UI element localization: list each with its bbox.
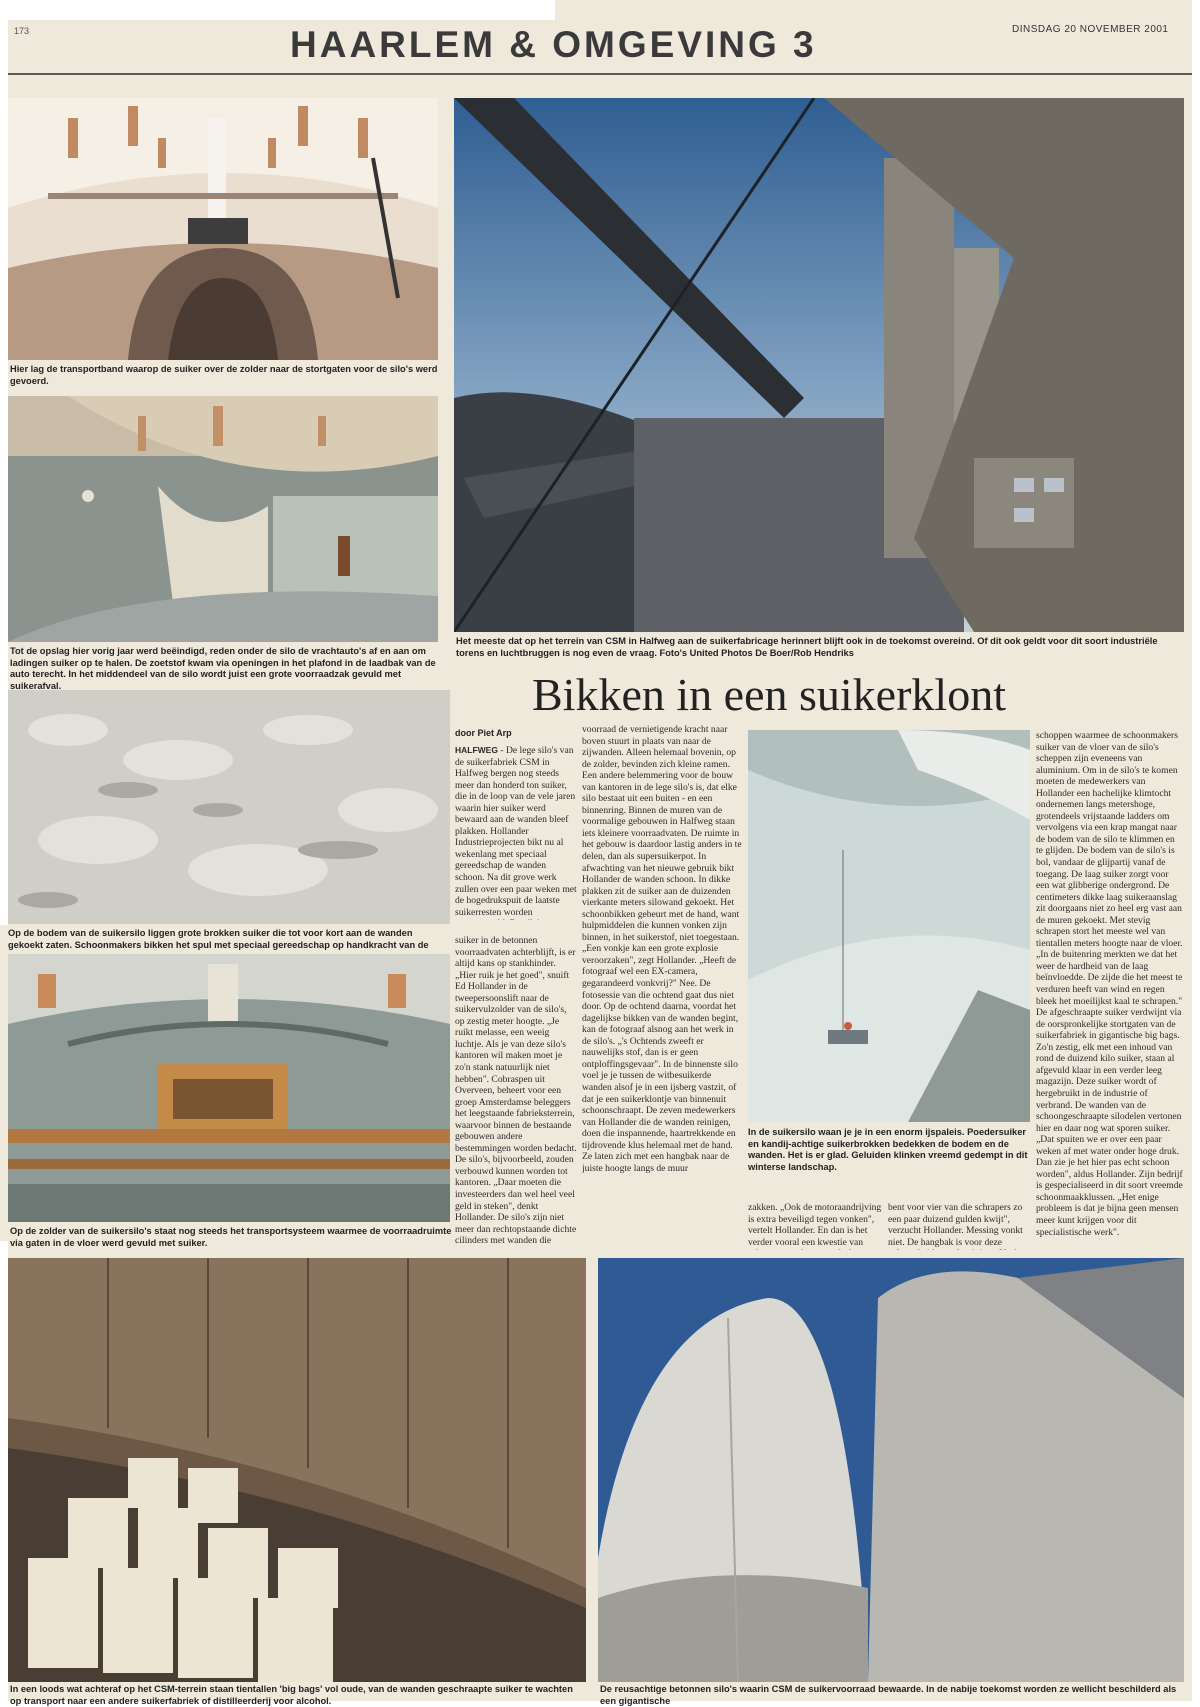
article-column-2: suiker in de betonnen voorraadvaten achterblijft, is er altijd kans op stankhinder. „Hier ruik je het goed", snuift Ed Hollander in de tweepersoonslift naar de suikervulzolder van de silo's, op zestig meter hoogte. „Je ruikt melasse, een weeig luchtje. Als je van deze silo's kantoren wil maken moet je zo'n stank natuurlijk niet hebben". Cobraspen uit Overveen, beheert voor een groep Amsterdamse beleggers het leegstaande fabrieksterrein, waarvoor binnen de bestaande gebouwen andere bestemmingen worden bedacht. De silo's, bijvoorbeeld, zouden verbouwd kunnen worden tot kantoren. „Daar moeten die investeerders dan wel heel veel geld in steken", denkt Hollander. De silo's zijn niet meer dan rechtopstaande dichte cilinders met wanden die (455, 935, 577, 1247)
header-rule (8, 73, 1192, 75)
photo-big-bags (8, 1258, 586, 1682)
caption-towers: Het meeste dat op het terrein van CSM in Halfweg aan de suikerfabricage herinnert blijft ook in de toekomst overeind. Of dit ook geldt voor dit soort industriële torens en luchtbruggen is nog even de vraag. Foto's United Photos De Boer/Rob Hendriks (456, 636, 1158, 658)
article-column-5: bent voor vier van die schrapers zo een paar duizend gulden kwijt", verzucht Hollander. Messing vonkt niet. De hangbak is voor deze (888, 1202, 1023, 1248)
article-headline: Bikken in een suikerklont (532, 669, 1006, 720)
article-column-1 (455, 745, 577, 920)
article-column-3: voorraad de vernietigende kracht naar boven stuurt in plaats van naar de zijwanden. Alleen helemaal bovenin, op de zolder, bevinden zich kleine ramen. Een andere belemmering voor de bouw van kantoren in de lege silo's is, dat elke silo bestaat uit een buiten - en een binnenring. Binnen de muren van de voormalige gebouwen in Halfweg staan iets kleinere voorraadvaten. De ruimte in het gebouw is daardoor lastig anders in te delen, dan als supersuikerpot. In afwachting van het nieuwe gebruik bikt Hollander de wanden schoon. In dikke plakken zit de suiker aan de duizenden vierkante meters silowand gekoekt. Het schoonbikken gebeurt met de hand, want hulpmiddelen die kunnen vonken zijn binnen, in het suikerstof, niet toegestaan. „Een vonkje kan een grote explosie veroorzaken", zegt Hollander. „Heeft de fotograaf wel een EX-camera, gegarandeerd vonkvrij?" Nee. De fotosessie van die ochtend gaat dus niet door. Op de ochtend daarna, voordat het dagelijkse bikken van de wanden begint, kan de fotograaf alsnog aan het werk in de silo's. „'s Ochtends zweeft er nauwelijks stof, dan is er geen ontploffingsgevaar". In de binnenste silo voel je je tussen de witbesuikerde wanden alsof je in een ijsberg vastzit, of dat je een suikerklontje van binnenuit schoonschraapt. De zeven medewerkers van Hollander die de wanden reinigen, doen die inspannende, haartrekkende en tijdrovende klus helemaal met de hand. Ze laten zich met een hangbak naar de juiste hoogte langs de muur (582, 724, 742, 1174)
photo-silo-interior (748, 730, 1030, 1122)
caption-silo-interior: In de suikersilo waan je je in een enorm ijspaleis. Poedersuiker en kandij-achtige suikerbrokken bedekken de bodem en de wanden. Het is er glad. Geluiden klinken vreemd gedempt in dit winterse landschap. (748, 1127, 1028, 1172)
caption-big-bags: In een loods wat achteraf op het CSM-terrein staan tientallen 'big bags' vol oude, van de wanden geschraapte suiker te wachten op transport naar een andere suikerfabriek of distilleerderij voor alcohol. (10, 1684, 573, 1706)
caption-conveyor: Hier lag de transportband waarop de suiker over de zolder naar de stortgaten voor de silo's werd gevoerd. (10, 364, 438, 386)
section-title: HAARLEM & OMGEVING 3 (290, 24, 817, 65)
article-column-6: schoppen waarmee de schoonmakers suiker van de vloer van de silo's scheppen zijn eveneens van aluminium. Om in de silo's te komen moeten de medewerkers van Hollander een hachelijke klimtocht ondernemen langs metershoge, grotendeels vrijstaande ladders om vervolgens via een krap mangat naar de bodem van de silo te klimmen en te glijden. De bodem van de silo's is bol, vandaar de glijpartij vanaf de toegang. De laag suiker zorgt voor een wat glibberige ondergrond. De centimeters dikke laag suikeraanslag zit doorgaans niet zo heel erg vast aan de muren gekoekt. Met stevig schrapen stort het meeste wel van tientallen meters hoogte naar de vloer. „In de buitenring merkten we dat het weer de hardheid van de laag beïnvloedde. De zijde die het meest te verduren heeft van wind en regen bleek het moeilijkst kaal te schrapen." De afgeschraapte suiker verdwijnt via de oorspronkelijke stortgaten van de suikerfabriek in gigantische big bags. Zo'n zestig, elk met een inhoud van rond de duizend kilo suiker, staan al afgevuld klaar in een verder leeg magazijn. Deze suiker wordt of hergebruikt in de industrie of verbrand. De wanden van de schoongeschraapte silodelen vertonen hier en daar nog wat sporen suiker. „Dat spuiten we er over een paar weken af met water onder hoge druk. Dan zie je het hier pas echt schoon worden", aldus Hollander. Zijn bedrijf is gespecialiseerd in dit soort vreemde schoonmaakklussen. „Het enige probleem is dat je bijna geen mensen meer kunt krijgen voor dit specialistische werk". (1036, 730, 1183, 1238)
article-dateline: HALFWEG (455, 745, 498, 755)
caption-attic-transport: Op de zolder van de suikersilo's staat nog steeds het transportsysteem waarmee de voorraadruimte via gaten in de vloer werd gevuld met suiker. (10, 1226, 452, 1248)
column-1-text: - De lege silo's van de suikerfabriek CSM in Halfweg bergen nog steeds meer dan honderd ton suiker, die in de loop van de vele jaren waarin hier suiker werd bewaard aan de wanden bleef plakken. Hollander Industrieprojecten bikt nu al wekenlang met speciaal gereedschap de wanden schoon. Na dit grove werk zullen over een paar weken met de hogedrukspuit de laatste suikerresten worden (455, 745, 577, 918)
caption-silos-from-below: De reusachtige betonnen silo's waarin CSM de suikervoorraad bewaarde. In de nabije toekomst worden ze wellicht beschilderd als een gigantische (600, 1684, 1177, 1706)
page-number: 173 (14, 26, 30, 36)
photo-towers-airbridge (454, 98, 1184, 632)
article-column-4: zakken. „Ook de motoraandrijving is extra beveiligd tegen vonken", vertelt Hollander. En dan is het verder vooral een kwestie van (748, 1202, 882, 1248)
photo-under-silo (8, 396, 438, 642)
photo-sugar-lumps (8, 690, 450, 924)
article-byline: door Piet Arp (455, 728, 512, 738)
photo-conveyor-attic (8, 98, 438, 360)
photo-attic-transport (8, 954, 450, 1222)
caption-under-silo: Tot de opslag hier vorig jaar werd beëindigd, reden onder de silo de vrachtauto's af en aan om ladingen suiker op te halen. De zoetstof kwam via openingen in het plafond in de laadbak van de auto terecht. In het middendeel van de silo wordt juist een grote voorraadzak gevuld met suikerafval. (10, 646, 436, 691)
photo-silos-from-below (598, 1258, 1184, 1682)
caption-sugar-lumps: Op de bodem van de suikersilo liggen grote brokken suiker die tot voor kort aan de wanden gekoekt zaten. Schoonmakers bikken het spul met speciaal gereedschap op handkracht van de (8, 928, 429, 950)
edition-date: DINSDAG 20 NOVEMBER 2001 (1012, 24, 1169, 35)
